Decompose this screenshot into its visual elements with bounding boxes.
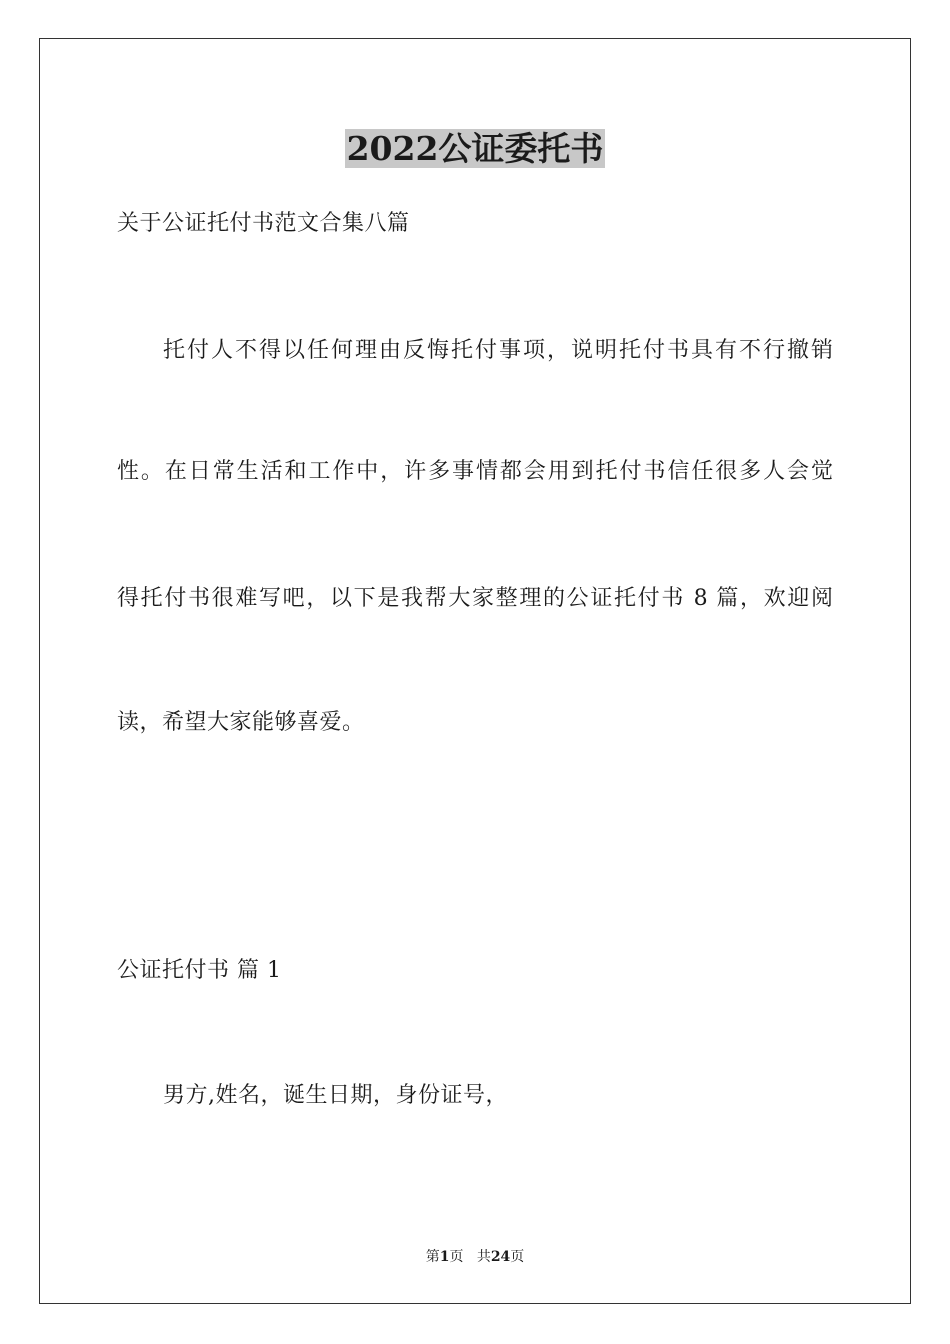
section-paragraph-line: 男方,姓名，诞生日期，身份证号， [163, 1083, 508, 1108]
footer-page-number: 1 [439, 1249, 450, 1265]
paragraph-line: 读，希望大家能够喜爱。 [117, 710, 365, 735]
footer-page-suffix: 页 [449, 1249, 464, 1265]
document-title [0, 128, 950, 170]
paragraph-line: 得托付书很难写吧，以下是我帮大家整理的公证托付书 8 篇，欢迎阅 [117, 586, 833, 611]
footer-total-pages: 24 [490, 1249, 511, 1265]
page-footer [0, 1248, 950, 1266]
paragraph-line: 托付人不得以任何理由反悔托付事项，说明托付书具有不行撤销 [163, 338, 833, 363]
paragraph-line: 性。在日常生活和工作中，许多事情都会用到托付书信任很多人会觉 [117, 459, 833, 484]
document-subtitle: 关于公证托付书范文合集八篇 [117, 211, 410, 236]
footer-total-suffix: 页 [510, 1249, 525, 1265]
document-title-text: 2022公证委托书 [346, 129, 604, 168]
footer-prefix: 第 [425, 1249, 440, 1265]
section-heading: 公证托付书 篇 1 [117, 958, 282, 983]
footer-total-prefix: 共 [476, 1249, 491, 1265]
